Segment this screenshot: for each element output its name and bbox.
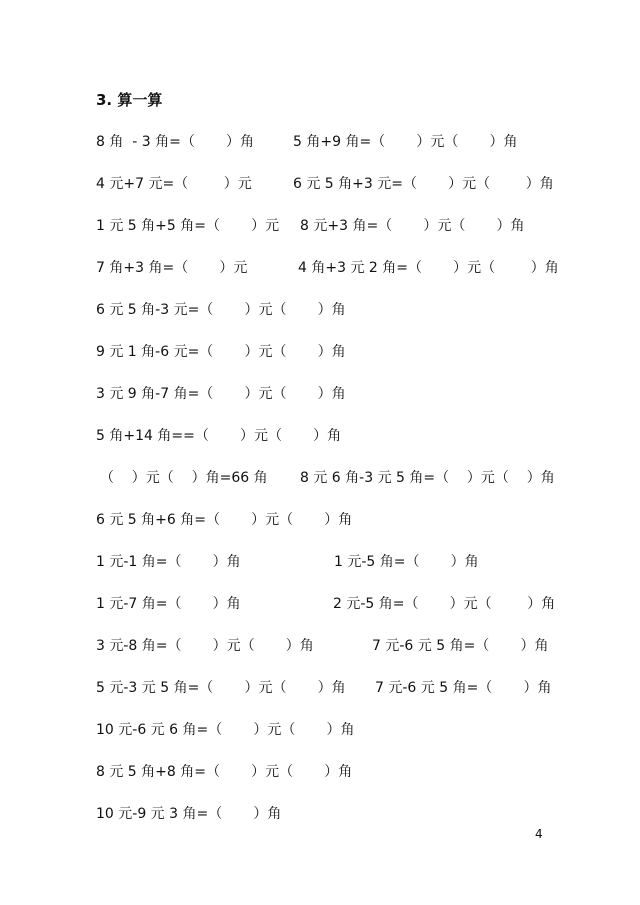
problem-1-left: 8 角 - 3 角=（ ）角	[96, 134, 254, 150]
problem-14-right: 7 元-6 元 5 角=（ ）角	[375, 680, 552, 696]
problem-9-left: （ ）元（ ）角=66 角	[100, 470, 268, 486]
problem-4-right: 4 角+3 元 2 角=（ ）元（ ）角	[298, 260, 559, 276]
problem-3-right: 8 元+3 角=（ ）元（ ）角	[300, 218, 525, 234]
problem-16: 8 元 5 角+8 角=（ ）元（ ）角	[96, 764, 353, 780]
problem-12-right: 2 元-5 角=（ ）元（ ）角	[333, 596, 556, 612]
section-title: 3. 算一算	[96, 91, 163, 109]
problem-10: 6 元 5 角+6 角=（ ）元（ ）角	[96, 512, 353, 528]
problem-7: 3 元 9 角-7 角=（ ）元（ ）角	[96, 386, 346, 402]
problem-15: 10 元-6 元 6 角=（ ）元（ ）角	[96, 722, 355, 738]
problem-2-right: 6 元 5 角+3 元=（ ）元（ ）角	[293, 176, 554, 192]
problem-9-right: 8 元 6 角-3 元 5 角=（ ）元（ ）角	[300, 470, 555, 486]
problem-3-left: 1 元 5 角+5 角=（ ）元	[96, 218, 280, 234]
problem-1-right: 5 角+9 角=（ ）元（ ）角	[293, 134, 518, 150]
page-number: 4	[535, 827, 543, 841]
problem-8: 5 角+14 角==（ ）元（ ）角	[96, 428, 342, 444]
problem-2-left: 4 元+7 元=（ ）元	[96, 176, 252, 192]
problem-14-left: 5 元-3 元 5 角=（ ）元（ ）角	[96, 680, 346, 696]
problem-4-left: 7 角+3 角=（ ）元	[96, 260, 248, 276]
problem-17: 10 元-9 元 3 角=（ ）角	[96, 806, 282, 822]
problem-13-left: 3 元-8 角=（ ）元（ ）角	[96, 638, 314, 654]
problem-13-right: 7 元-6 元 5 角=（ ）角	[372, 638, 549, 654]
problem-11-left: 1 元-1 角=（ ）角	[96, 554, 241, 570]
problem-6: 9 元 1 角-6 元=（ ）元（ ）角	[96, 344, 346, 360]
problem-5: 6 元 5 角-3 元=（ ）元（ ）角	[96, 302, 346, 318]
problem-11-right: 1 元-5 角=（ ）角	[334, 554, 479, 570]
problem-12-left: 1 元-7 角=（ ）角	[96, 596, 241, 612]
